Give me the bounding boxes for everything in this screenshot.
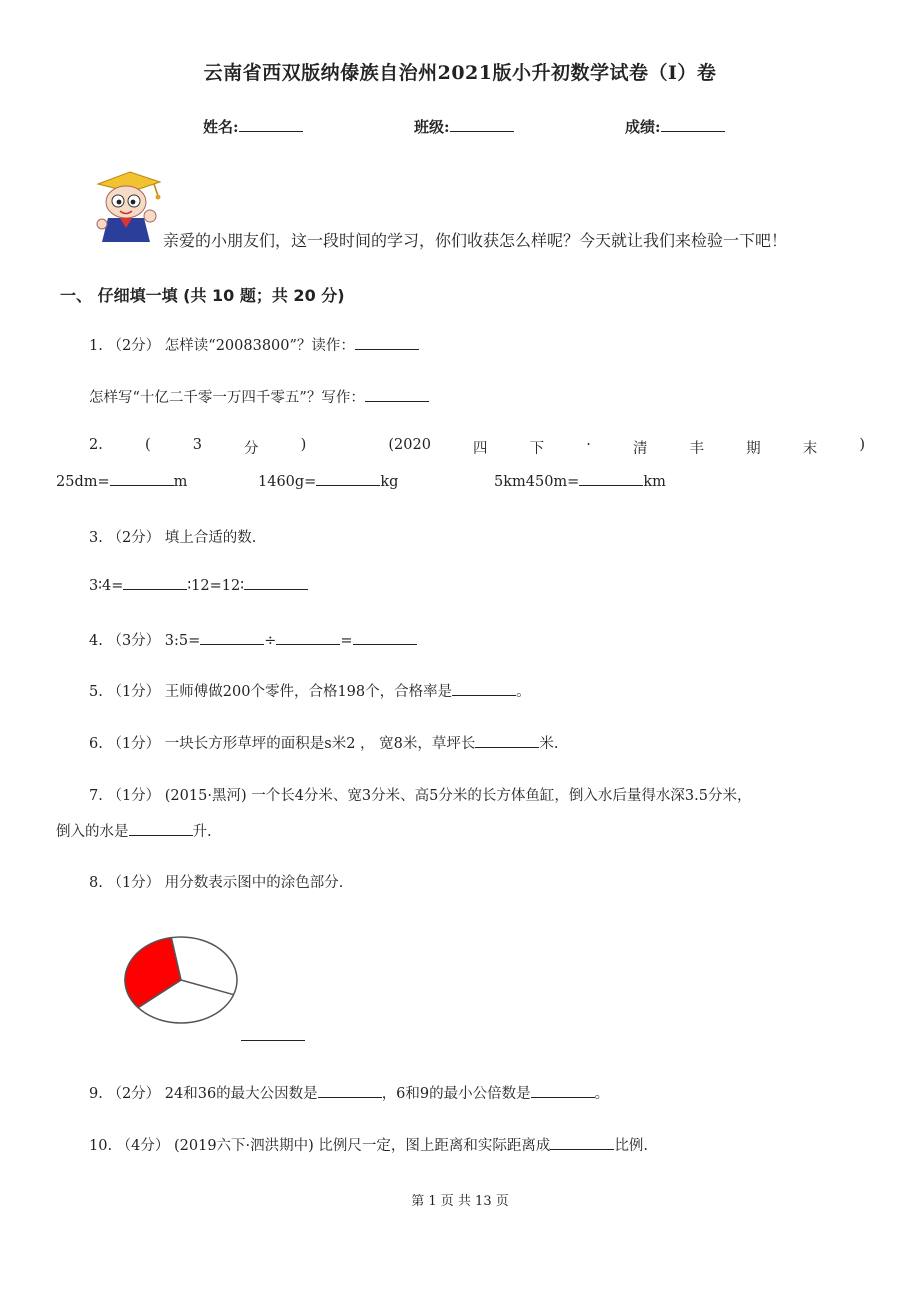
q10-end: 比例. (614, 1138, 649, 1154)
question-5 (89, 680, 531, 701)
answer-blank-3b[interactable] (244, 588, 308, 590)
name-label: 姓名: (203, 118, 239, 136)
question-7-line-2 (56, 820, 212, 841)
q2-p1-text: 25dm= (56, 474, 110, 490)
q6-text: 6. （1分） 一块长方形草坪的面积是s米2 ， 宽8米，草坪长 (89, 736, 476, 752)
question-6 (89, 732, 559, 753)
answer-blank-9b[interactable] (531, 1096, 595, 1098)
q2-token: (2020 (388, 437, 431, 453)
answer-blank-10[interactable] (550, 1148, 614, 1150)
name-blank[interactable] (239, 131, 303, 132)
q2-token: ) (300, 437, 307, 453)
page-footer: 第 1 页 共 13 页 (411, 1194, 509, 1209)
question-2-part-3 (494, 474, 666, 490)
q2-token: 期 (746, 441, 761, 457)
greeting-text: 亲爱的小朋友们，这一段时间的学习，你们收获怎么样呢？今天就让我们来检验一下吧！ (163, 231, 788, 250)
question-2-part-2 (258, 474, 398, 490)
q2-token: ( (144, 437, 151, 453)
q2-token: 丰 (689, 441, 705, 457)
answer-blank-2b[interactable] (316, 484, 380, 486)
class-field[interactable] (414, 116, 514, 137)
q5-end: 。 (516, 684, 531, 700)
answer-blank-9a[interactable] (318, 1096, 382, 1098)
q9-text: 9. （2分） 24和36的最大公因数是 (89, 1086, 318, 1102)
answer-blank-6[interactable] (475, 746, 539, 748)
q10-text: 10. （4分） (2019六下·泗洪期中) 比例尺一定，图上距离和实际距离成 (89, 1138, 551, 1154)
answer-blank-3a[interactable] (123, 588, 187, 590)
q2-token: 分 (244, 441, 259, 457)
q2-token: 清 (632, 441, 648, 457)
question-1-read-text: 1. （2分） 怎样读“20083800”？读作： (89, 338, 355, 354)
q4-equals: = (340, 633, 353, 649)
q5-text: 5. （1分） 王师傅做200个零件，合格198个，合格率是 (89, 684, 453, 700)
answer-blank-8[interactable] (241, 1040, 305, 1041)
q2-p3-text: 5km450m= (494, 474, 580, 490)
q7-end: 升. (192, 824, 212, 840)
answer-blank-4b[interactable] (276, 643, 340, 645)
score-label: 成绩: (625, 118, 661, 136)
q2-p1-unit: m (173, 474, 188, 490)
question-2-header (89, 437, 865, 458)
answer-blank-1a[interactable] (355, 348, 419, 350)
q2-p2-text: 1460g= (258, 474, 317, 490)
class-blank[interactable] (450, 131, 514, 132)
question-7: 7. （1分） (2015·黑河) 一个长4分米、宽3分米、高5分米的长方体鱼缸，倒入水后量得水深3.5分米， (89, 788, 752, 804)
q4-text: 4. （3分） 3:5= (89, 633, 201, 649)
score-field[interactable] (625, 116, 725, 137)
q2-p2-unit: kg (380, 474, 399, 490)
q6-end: 米. (539, 736, 559, 752)
question-1 (89, 334, 419, 355)
q9-end: 。 (594, 1086, 610, 1102)
question-3-equation (89, 578, 308, 594)
answer-blank-4c[interactable] (353, 643, 417, 645)
question-10 (89, 1134, 648, 1155)
q2-token: 末 (802, 441, 818, 457)
answer-blank-7[interactable] (129, 834, 193, 836)
section-1-title: 一、 仔细填一填 (共 10 题；共 20 分) (60, 286, 345, 305)
question-4 (89, 629, 417, 650)
q2-token: ) (859, 437, 865, 453)
doctor-mascot-icon (90, 166, 166, 246)
q2-p3-unit: km (643, 474, 666, 490)
q3-ratio-text-2: ∶12=12∶ (187, 578, 244, 594)
q2-token: 四 (473, 441, 488, 457)
class-label: 班级: (414, 118, 450, 136)
q2-token: · (586, 437, 591, 453)
answer-blank-4a[interactable] (200, 643, 264, 645)
question-8: 8. （1分） 用分数表示图中的涂色部分. (89, 875, 344, 891)
question-3: 3. （2分） 填上合适的数. (89, 530, 257, 546)
question-1-write (89, 386, 429, 407)
score-blank[interactable] (661, 131, 725, 132)
q4-divide: ÷ (264, 633, 277, 649)
q3-ratio-text: 3∶4= (89, 578, 124, 594)
question-1-write-text: 怎样写“十亿二千零一万四千零五”？写作： (89, 390, 365, 406)
fraction-pie-diagram (122, 934, 240, 1026)
q2-token: 下 (529, 441, 545, 457)
answer-blank-2c[interactable] (579, 484, 643, 486)
q2-token: 3 (192, 437, 202, 453)
answer-blank-5[interactable] (452, 694, 516, 696)
q2-token: 2. (89, 437, 103, 453)
q7-text-2: 倒入的水是 (56, 824, 129, 840)
q9-text-2: ，6和9的最小公倍数是 (381, 1086, 531, 1102)
question-2-part-1 (56, 474, 187, 490)
page-title: 云南省西双版纳傣族自治州2021版小升初数学试卷（I）卷 (203, 62, 717, 84)
name-field[interactable] (203, 116, 303, 137)
answer-blank-1b[interactable] (365, 400, 429, 402)
question-9 (89, 1082, 609, 1103)
answer-blank-2a[interactable] (110, 484, 174, 486)
